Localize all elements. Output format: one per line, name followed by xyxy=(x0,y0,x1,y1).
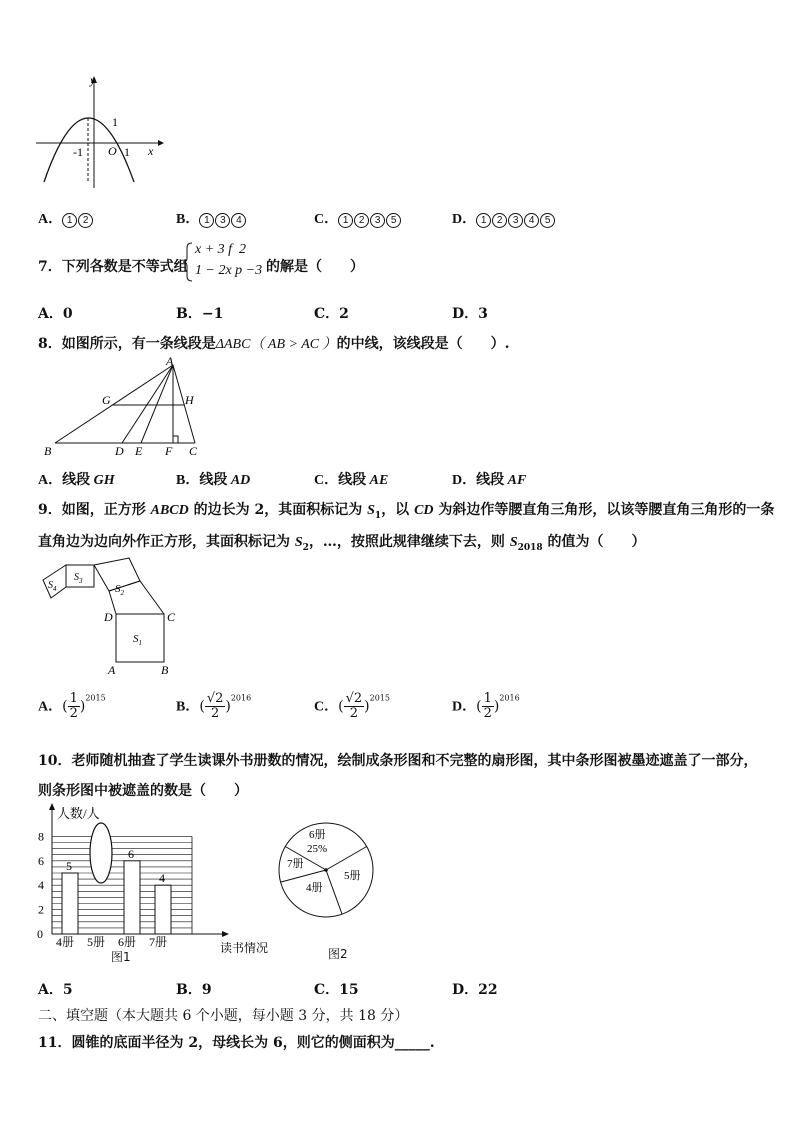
svg-text:B: B xyxy=(44,444,52,458)
origin-label: O xyxy=(108,144,117,158)
q7-option-a: A．0 xyxy=(38,306,73,322)
x-tick-label: 4册 xyxy=(56,935,75,949)
pie-center xyxy=(324,868,328,872)
circled-number: 3 xyxy=(508,213,523,228)
q6-option-b: B． 1 3 4 xyxy=(176,208,247,228)
circled-number: 4 xyxy=(231,213,246,228)
fig1-caption: 图1 xyxy=(111,950,131,964)
bar-data-label: 4 xyxy=(159,871,165,886)
q9-stem-line2: 直角边为边向外作正方形，其面积标记为 $S_2$，…，按照此规律继续下去，则 $S_{2018}$ 的值为（ ） xyxy=(38,534,646,553)
q8-option-c: C．线段 AE xyxy=(314,473,389,488)
x-tick-label: 6册 xyxy=(118,935,137,949)
q8-option-a: A．线段 GH xyxy=(38,473,115,488)
svg-text:F: F xyxy=(165,444,173,458)
q7-stem-after: 的解是（ ） xyxy=(266,259,364,275)
x-tick-label: 7册 xyxy=(149,935,168,949)
q8-stem: 8．如图所示，有一条线段是ΔABC（ AB > AC ）的中线，该线段是（ ）. xyxy=(38,336,510,352)
svg-text:D: D xyxy=(115,444,124,458)
q7-inequality-2: 1 − 2x p −3 xyxy=(195,263,263,278)
q10-option-a: A．5 xyxy=(38,982,73,998)
svg-text:S3: $S_3$ xyxy=(74,572,83,585)
section-heading: 二、填空题（本大题共 6 个小题，每小题 3 分，共 18 分） xyxy=(38,1008,409,1024)
y-tick-label: 4 xyxy=(38,878,44,893)
svg-text:C: C xyxy=(167,610,176,624)
bar-data-label: 6 xyxy=(128,846,134,861)
circled-number: 2 xyxy=(78,213,93,228)
pie-slice-label: 5册 xyxy=(344,870,361,882)
y-arrow-icon xyxy=(49,803,55,810)
bar-data-label: 5 xyxy=(66,859,72,873)
svg-text:C: C xyxy=(189,444,198,458)
y-tick-label: 0 xyxy=(37,927,43,941)
q6-option-d: D． 1 2 3 4 5 xyxy=(452,208,556,228)
circled-number: 1 xyxy=(338,213,353,228)
svg-text:A: A xyxy=(108,663,116,677)
svg-text:H: H xyxy=(185,393,194,407)
y-tick-label: 8 xyxy=(38,829,44,844)
y-tick-label: 6 xyxy=(38,853,44,868)
ink-blot xyxy=(90,823,112,883)
bar xyxy=(124,861,140,934)
tick-neg1: -1 xyxy=(73,145,83,159)
q11-stem: 11．圆锥的底面半径为 2，母线长为 6，则它的侧面积为_____. xyxy=(38,1035,435,1051)
q7-option-d: D．3 xyxy=(452,306,488,322)
q7-stem: 7．下列各数是不等式组 xyxy=(38,259,188,275)
svg-text:D: D xyxy=(104,610,113,624)
circled-number: 1 xyxy=(199,213,214,228)
q8-triangle-figure xyxy=(40,352,210,462)
svg-text:E: E xyxy=(135,444,143,458)
q7-inequality-1: x + 3 f 2 xyxy=(195,242,247,257)
q6-option-c: C． 1 2 3 5 xyxy=(314,208,402,228)
svg-text:S1: $S_1$ xyxy=(133,633,142,647)
pie-annotation: 25% xyxy=(307,843,328,855)
q10-option-b: B．9 xyxy=(176,982,212,998)
pie-slice-label: 4册 xyxy=(306,882,323,894)
tick-1y: 1 xyxy=(112,115,118,129)
q9-squares-figure xyxy=(38,558,188,678)
x-tick-label: 5册 xyxy=(87,935,106,949)
q7-brace-icon xyxy=(182,242,194,282)
bar-chart xyxy=(30,800,269,970)
circled-number: 2 xyxy=(492,213,507,228)
pie-slice-label: 6册 xyxy=(309,829,326,841)
parabola-curve xyxy=(44,118,134,182)
circled-number: 3 xyxy=(370,213,385,228)
fig2-caption: 图2 xyxy=(328,947,348,961)
q8-option-d: D．线段 AF xyxy=(452,473,527,488)
svg-text:B: B xyxy=(161,663,169,677)
bar xyxy=(155,885,171,934)
circled-number: 3 xyxy=(215,213,230,228)
svg-text:G: G xyxy=(102,393,111,407)
circled-number: 2 xyxy=(354,213,369,228)
q9-option-c: C．( $\frac{√2}{2}$ )$^{2015}$ xyxy=(314,691,390,721)
q10-stem-line1: 10．老师随机抽查了学生读课外书册数的情况，绘制成条形图和不完整的扇形图，其中条形图被墨迹遮盖了一部分， xyxy=(38,753,758,769)
svg-text:S2: $S_2$ xyxy=(115,583,124,597)
pie-chart xyxy=(278,815,388,925)
q6-parabola-graph xyxy=(30,70,170,195)
circled-number: 1 xyxy=(476,213,491,228)
q10-option-c: C．15 xyxy=(314,982,359,998)
y-axis-label: 人数/人 xyxy=(57,806,100,821)
pie-slice-label: 7册 xyxy=(287,858,304,870)
q8-option-b: B．线段 AD xyxy=(176,473,251,488)
q6-option-a: A． 1 2 xyxy=(38,208,94,228)
bar xyxy=(62,873,78,934)
x-arrow-icon xyxy=(222,931,229,937)
q7-option-b: B．−1 xyxy=(176,306,224,322)
x-label: x xyxy=(148,144,154,158)
circled-number: 1 xyxy=(62,213,77,228)
q9-option-b: B．( $\frac{√2}{2}$ )$^{2016}$ xyxy=(176,691,252,721)
circled-number: 5 xyxy=(540,213,555,228)
q9-stem-line1: 9．如图，正方形 ABCD 的边长为 2，其面积标记为 $S_1$，以 CD 为斜边作等腰直角三角形，以该等腰直角三角形的一条 xyxy=(38,502,775,521)
q7-option-c: C．2 xyxy=(314,306,349,322)
y-tick-label: 2 xyxy=(38,902,44,917)
y-label: y xyxy=(90,73,96,87)
q10-stem-line2: 则条形图中被遮盖的数是（ ） xyxy=(38,783,248,799)
tick-1x: 1 xyxy=(124,145,130,159)
circled-number: 4 xyxy=(524,213,539,228)
x-arrow-icon xyxy=(158,140,164,146)
q9-option-d: D．( $\frac{1}{2}$ )$^{2016}$ xyxy=(452,691,520,721)
svg-text:A: A xyxy=(166,354,174,368)
svg-text:S4: $S_4$ xyxy=(48,580,57,593)
q9-option-a: A．( $\frac{1}{2}$ )$^{2015}$ xyxy=(38,691,106,721)
x-axis-label: 读书情况 xyxy=(220,941,269,955)
circled-number: 5 xyxy=(386,213,401,228)
q10-option-d: D．22 xyxy=(452,982,498,998)
